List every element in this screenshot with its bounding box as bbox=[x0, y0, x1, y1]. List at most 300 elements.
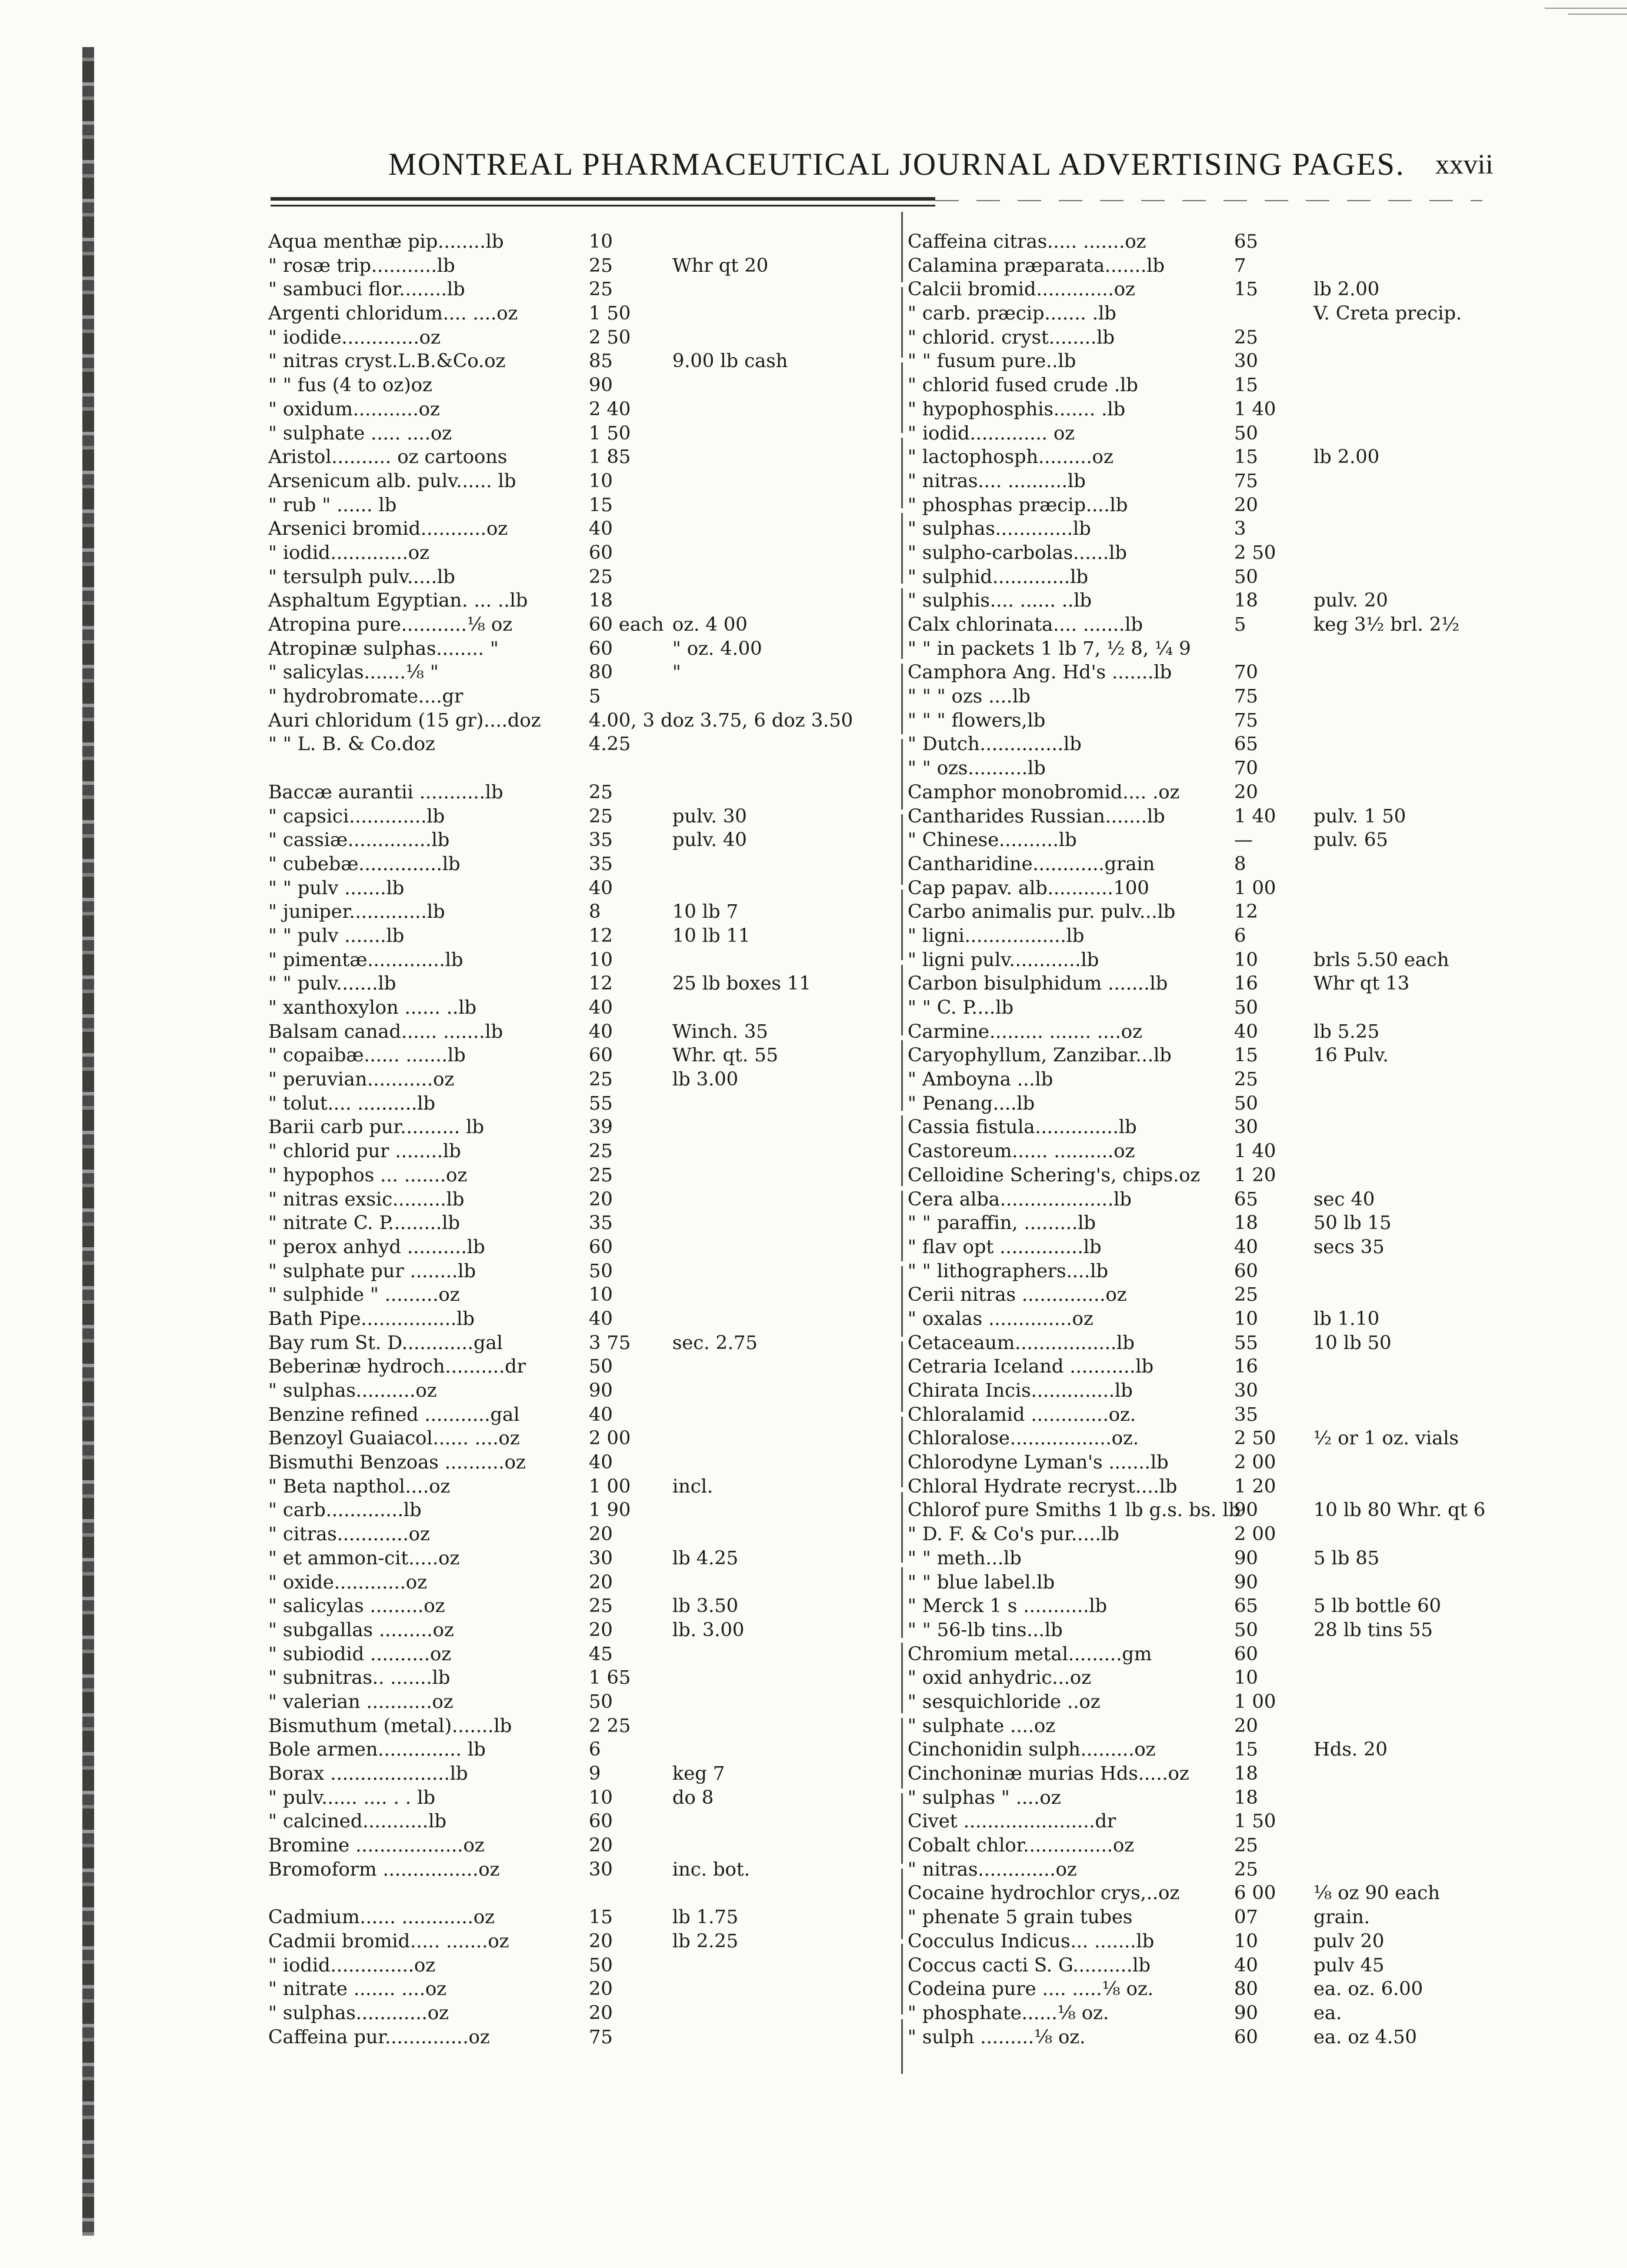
item-price: 60 bbox=[589, 637, 613, 660]
item-note: Whr qt 13 bbox=[1313, 972, 1410, 995]
price-list-row bbox=[268, 1426, 880, 1450]
price-list-row bbox=[268, 1809, 880, 1833]
item-price: 60 bbox=[589, 1810, 613, 1833]
item-name: " D. F. & Co's pur.....lb bbox=[908, 1523, 1119, 1546]
item-price: 1 20 bbox=[1234, 1474, 1276, 1497]
item-price: 2 50 bbox=[1234, 1427, 1276, 1450]
left-price-column bbox=[268, 229, 880, 2049]
item-price: 75 bbox=[589, 2025, 613, 2048]
item-price: 50 bbox=[1234, 421, 1258, 444]
price-list-row bbox=[268, 948, 880, 972]
price-list-row bbox=[268, 1354, 880, 1378]
price-list-row bbox=[908, 995, 1519, 1020]
price-list-row bbox=[908, 301, 1519, 325]
item-note: 10 lb 7 bbox=[672, 900, 739, 923]
price-list-row bbox=[268, 756, 880, 780]
item-price: 15 bbox=[1234, 445, 1258, 468]
item-name: Cocculus Indicus... .......lb bbox=[908, 1929, 1155, 1952]
price-list-row bbox=[908, 565, 1519, 589]
price-list-row bbox=[908, 1929, 1519, 1953]
item-name: " " 56-lb tins...lb bbox=[908, 1618, 1063, 1641]
price-list-row bbox=[908, 732, 1519, 756]
item-name: " calcined...........lb bbox=[268, 1810, 446, 1833]
item-name: " nitras cryst.L.B.&Co.oz bbox=[268, 349, 506, 372]
item-price: 35 bbox=[1234, 1403, 1258, 1426]
item-name: " sulphate ..... ....oz bbox=[268, 421, 452, 444]
item-name: " subgallas .........oz bbox=[268, 1618, 454, 1641]
item-price: 12 bbox=[589, 924, 613, 947]
item-price: 1 50 bbox=[589, 302, 631, 325]
price-list-row bbox=[268, 1953, 880, 1977]
item-note: brls 5.50 each bbox=[1313, 948, 1449, 971]
price-list-row bbox=[908, 1187, 1519, 1211]
item-price: 1 00 bbox=[1234, 1690, 1276, 1713]
item-note: ea. oz 4.50 bbox=[1313, 2025, 1417, 2048]
item-name: Argenti chloridum.... ....oz bbox=[268, 302, 518, 325]
price-list-row bbox=[268, 1043, 880, 1067]
price-list-row bbox=[908, 924, 1519, 948]
item-price: 15 bbox=[1234, 278, 1258, 301]
price-list-row bbox=[268, 732, 880, 756]
item-price: 20 bbox=[589, 1977, 613, 2000]
item-price: 50 bbox=[1234, 565, 1258, 588]
item-note: 5 lb bottle 60 bbox=[1313, 1594, 1441, 1617]
item-price: 8 bbox=[589, 900, 601, 923]
price-list-row bbox=[908, 1905, 1519, 1929]
price-list-row bbox=[908, 1857, 1519, 1881]
item-price: 50 bbox=[589, 1259, 613, 1282]
item-name: " Merck 1 s ...........lb bbox=[908, 1594, 1108, 1617]
price-list-row bbox=[268, 2001, 880, 2025]
price-list-row bbox=[908, 1737, 1519, 1761]
item-price: 45 bbox=[589, 1642, 613, 1665]
price-list-row bbox=[268, 397, 880, 421]
item-price: 60 each bbox=[589, 613, 664, 635]
item-note: 9.00 lb cash bbox=[672, 349, 788, 372]
price-list-row bbox=[908, 1833, 1519, 1857]
price-list-row bbox=[268, 2025, 880, 2049]
item-price: 10 bbox=[1234, 1666, 1258, 1689]
item-name: Borax ....................lb bbox=[268, 1762, 468, 1784]
price-list-row bbox=[268, 1570, 880, 1594]
item-price: 18 bbox=[1234, 1762, 1258, 1784]
item-price: 20 bbox=[589, 2001, 613, 2024]
item-price: 15 bbox=[589, 493, 613, 516]
item-price: 2 25 bbox=[589, 1714, 631, 1737]
price-list-row bbox=[908, 1809, 1519, 1833]
item-note: lb. 3.00 bbox=[672, 1618, 745, 1641]
item-price: 5 bbox=[589, 685, 601, 708]
price-list-row bbox=[908, 1666, 1519, 1690]
price-list-row bbox=[908, 1211, 1519, 1235]
item-note: Winch. 35 bbox=[672, 1020, 768, 1043]
item-name: " nitras exsic.........lb bbox=[268, 1187, 465, 1210]
item-name: " oxidum...........oz bbox=[268, 397, 440, 420]
item-name: " hypophosphis....... .lb bbox=[908, 397, 1126, 420]
price-list-row bbox=[268, 325, 880, 349]
item-name: Chirata Incis..............lb bbox=[908, 1379, 1133, 1401]
item-price: 18 bbox=[589, 589, 613, 612]
item-name: Cassia fistula..............lb bbox=[908, 1115, 1137, 1138]
item-name: Cocaine hydrochlor crys,..oz bbox=[908, 1881, 1180, 1904]
item-name: Chloral Hydrate recryst....lb bbox=[908, 1474, 1178, 1497]
price-list-row bbox=[908, 229, 1519, 254]
price-list-row bbox=[908, 876, 1519, 900]
price-list-row bbox=[908, 421, 1519, 445]
item-name: " sulphid.............lb bbox=[908, 565, 1088, 588]
item-name: " pulv...... .... . . lb bbox=[268, 1786, 435, 1809]
item-name: " sulph .........⅛ oz. bbox=[908, 2025, 1086, 2048]
item-name: " salicylas.......⅛ " bbox=[268, 661, 439, 684]
item-price: 6 00 bbox=[1234, 1881, 1276, 1904]
price-list-row bbox=[908, 1307, 1519, 1331]
item-price: 40 bbox=[1234, 1235, 1258, 1258]
price-list-row bbox=[908, 684, 1519, 708]
item-name: Bromoform ................oz bbox=[268, 1857, 500, 1880]
price-list-row bbox=[908, 900, 1519, 924]
price-list-row bbox=[268, 229, 880, 254]
item-name: Arsenici bromid...........oz bbox=[268, 517, 508, 540]
item-price: 35 bbox=[589, 1211, 613, 1234]
item-note: " oz. 4.00 bbox=[672, 637, 762, 660]
price-list-row bbox=[908, 828, 1519, 852]
item-price: 2 50 bbox=[1234, 541, 1276, 564]
item-price: 1 40 bbox=[1234, 804, 1276, 827]
item-name: " phenate 5 grain tubes bbox=[908, 1906, 1133, 1929]
item-name: Calamina præparata.......lb bbox=[908, 254, 1165, 277]
item-name: " " in packets 1 lb 7, ½ 8, ¼ 9 bbox=[908, 637, 1191, 660]
item-price: 20 bbox=[589, 1187, 613, 1210]
item-name: " " C. P....lb bbox=[908, 996, 1013, 1018]
price-list-row bbox=[908, 1043, 1519, 1067]
item-note: grain. bbox=[1313, 1906, 1370, 1929]
price-list-row bbox=[908, 1474, 1519, 1498]
item-price: 1 65 bbox=[589, 1666, 631, 1689]
price-list-row bbox=[268, 1977, 880, 2001]
item-note: pulv 45 bbox=[1313, 1953, 1385, 1976]
item-note: pulv 20 bbox=[1313, 1929, 1385, 1952]
item-name: " " fusum pure..lb bbox=[908, 349, 1076, 372]
item-name: Calx chlorinata.... .......lb bbox=[908, 613, 1143, 635]
price-list-row bbox=[908, 612, 1519, 637]
item-name: Carmine......... ....... ....oz bbox=[908, 1020, 1142, 1043]
item-note: 16 Pulv. bbox=[1313, 1044, 1389, 1067]
price-list-row bbox=[268, 1163, 880, 1187]
item-price: 75 bbox=[1234, 469, 1258, 492]
item-name: " nitrate ....... ....oz bbox=[268, 1977, 447, 2000]
item-note: keg 7 bbox=[672, 1762, 725, 1784]
item-name: Chromium metal.........gm bbox=[908, 1642, 1152, 1665]
price-list-row bbox=[268, 804, 880, 828]
item-name: " iodid............. oz bbox=[908, 421, 1075, 444]
item-price: 1 50 bbox=[1234, 1810, 1276, 1833]
item-name: Caryophyllum, Zanzibar...lb bbox=[908, 1044, 1172, 1067]
item-price: 1 00 bbox=[589, 1474, 631, 1497]
price-list-row bbox=[908, 1977, 1519, 2001]
item-name: Calcii bromid.............oz bbox=[908, 278, 1135, 301]
item-price: 40 bbox=[589, 1451, 613, 1474]
item-name: Caffeina citras..... .......oz bbox=[908, 230, 1146, 252]
price-list-row bbox=[268, 1331, 880, 1355]
item-name: " cubebæ..............lb bbox=[268, 852, 461, 875]
item-price: 40 bbox=[589, 1020, 613, 1043]
item-name: " sulphis.... ...... ..lb bbox=[908, 589, 1092, 612]
item-price: 35 bbox=[589, 852, 613, 875]
item-price: 65 bbox=[1234, 1187, 1258, 1210]
item-name: " carb.............lb bbox=[268, 1498, 422, 1521]
item-price: 25 bbox=[1234, 1834, 1258, 1857]
price-list-row bbox=[908, 1067, 1519, 1091]
item-price: 18 bbox=[1234, 589, 1258, 612]
page-header-title: MONTREAL PHARMACEUTICAL JOURNAL ADVERTISING PAGES. bbox=[388, 146, 1405, 182]
item-name: " " lithographers....lb bbox=[908, 1259, 1108, 1282]
item-name: Bay rum St. D............gal bbox=[268, 1331, 503, 1354]
item-price: 16 bbox=[1234, 972, 1258, 995]
item-name: Camphora Ang. Hd's .......lb bbox=[908, 661, 1172, 684]
item-name: Arsenicum alb. pulv...... lb bbox=[268, 469, 516, 492]
item-price: 80 bbox=[589, 661, 613, 684]
item-note: 10 lb 80 Whr. qt 6 bbox=[1313, 1498, 1486, 1521]
price-list-row bbox=[268, 1283, 880, 1307]
item-name: Cadmium...... ............oz bbox=[268, 1906, 495, 1929]
item-name: " capsici.............lb bbox=[268, 804, 445, 827]
item-price: 65 bbox=[1234, 230, 1258, 252]
item-price: 30 bbox=[1234, 349, 1258, 372]
item-name: " sulphate ....oz bbox=[908, 1714, 1056, 1737]
item-price: 2 50 bbox=[589, 325, 631, 348]
item-name: Cetaceaum.................lb bbox=[908, 1331, 1135, 1354]
price-list-row bbox=[908, 1403, 1519, 1427]
item-price: 30 bbox=[1234, 1115, 1258, 1138]
item-name: " chlorid. cryst........lb bbox=[908, 325, 1115, 348]
price-list-row bbox=[268, 971, 880, 995]
item-name: Carbo animalis pur. pulv...lb bbox=[908, 900, 1176, 923]
item-name: Bole armen.............. lb bbox=[268, 1738, 486, 1761]
price-list-row bbox=[268, 900, 880, 924]
price-list-row bbox=[268, 349, 880, 373]
price-list-row bbox=[268, 1905, 880, 1929]
item-note: ½ or 1 oz. vials bbox=[1313, 1427, 1459, 1450]
item-name: " iodide.............oz bbox=[268, 325, 441, 348]
item-name: Castoreum...... ..........oz bbox=[908, 1140, 1135, 1163]
price-list-row bbox=[268, 660, 880, 684]
item-price: 70 bbox=[1234, 661, 1258, 684]
price-list-row bbox=[908, 588, 1519, 612]
item-name: Cinchonidin sulph.........oz bbox=[908, 1738, 1156, 1761]
item-price: 10 bbox=[1234, 1929, 1258, 1952]
price-list-row bbox=[268, 493, 880, 517]
item-name: Bismuthi Benzoas ..........oz bbox=[268, 1451, 526, 1474]
price-list-row bbox=[908, 1881, 1519, 1905]
item-price: 25 bbox=[1234, 1283, 1258, 1306]
price-list-row bbox=[908, 660, 1519, 684]
price-list-row bbox=[268, 1378, 880, 1403]
price-list-row bbox=[268, 1594, 880, 1618]
item-price: 50 bbox=[589, 1355, 613, 1378]
item-price: 20 bbox=[1234, 780, 1258, 803]
binding-spine bbox=[82, 47, 94, 2236]
item-price: 10 bbox=[589, 469, 613, 492]
item-note: 28 lb tins 55 bbox=[1313, 1618, 1433, 1641]
item-note: 5 lb 85 bbox=[1313, 1546, 1380, 1569]
price-list-row bbox=[268, 780, 880, 804]
page-edge bbox=[0, 0, 88, 2268]
item-price: 1 40 bbox=[1234, 1140, 1276, 1163]
price-list-row bbox=[268, 565, 880, 589]
item-name: Cinchoninæ murias Hds.....oz bbox=[908, 1762, 1189, 1784]
item-name: " " pulv .......lb bbox=[268, 876, 405, 899]
item-price: 6 bbox=[589, 1738, 601, 1761]
price-list-row bbox=[908, 1690, 1519, 1714]
item-price: 1 50 bbox=[589, 421, 631, 444]
item-name: " rub " ...... lb bbox=[268, 493, 397, 516]
right-price-column bbox=[908, 229, 1519, 2049]
item-price: 10 bbox=[589, 1283, 613, 1306]
item-name: Coccus cacti S. G..........lb bbox=[908, 1953, 1151, 1976]
price-list-row bbox=[908, 1139, 1519, 1163]
item-price: 07 bbox=[1234, 1906, 1258, 1929]
item-note: secs 35 bbox=[1313, 1235, 1385, 1258]
item-name: " ligni pulv............lb bbox=[908, 948, 1099, 971]
item-name: " oxalas ..............oz bbox=[908, 1307, 1093, 1330]
item-price: 9 bbox=[589, 1762, 601, 1784]
item-price: 10 bbox=[1234, 1307, 1258, 1330]
item-price: 60 bbox=[1234, 1642, 1258, 1665]
item-price: 30 bbox=[589, 1546, 613, 1569]
price-list-row bbox=[908, 1953, 1519, 1977]
item-name: " ligni.................lb bbox=[908, 924, 1085, 947]
item-name: " nitrate C. P.........lb bbox=[268, 1211, 460, 1234]
item-price: 30 bbox=[589, 1857, 613, 1880]
item-price: 7 bbox=[1234, 254, 1246, 277]
item-name: " " L. B. & Co.doz bbox=[268, 732, 435, 755]
item-price: 90 bbox=[589, 374, 613, 397]
item-price: 75 bbox=[1234, 685, 1258, 708]
item-price: 40 bbox=[589, 1403, 613, 1426]
price-list-row bbox=[268, 995, 880, 1020]
price-list-row bbox=[908, 277, 1519, 301]
item-name: " sulphas..........oz bbox=[268, 1379, 437, 1401]
item-name: Celloidine Schering's, chips.oz bbox=[908, 1163, 1201, 1186]
item-name: Beberinæ hydroch..........dr bbox=[268, 1355, 526, 1378]
item-price: 1 40 bbox=[1234, 397, 1276, 420]
item-price: 18 bbox=[1234, 1211, 1258, 1234]
item-note: 10 lb 50 bbox=[1313, 1331, 1392, 1354]
price-list-row bbox=[268, 1307, 880, 1331]
item-note: pulv. 20 bbox=[1313, 589, 1388, 612]
item-price: 55 bbox=[1234, 1331, 1258, 1354]
item-note: inc. bot. bbox=[672, 1857, 750, 1880]
item-note: 25 lb boxes 11 bbox=[672, 972, 811, 995]
item-note: Whr qt 20 bbox=[672, 254, 769, 277]
price-list-row bbox=[268, 1115, 880, 1139]
item-price: 10 bbox=[589, 230, 613, 252]
item-price: 2 00 bbox=[1234, 1451, 1276, 1474]
item-price: 2 40 bbox=[589, 397, 631, 420]
price-list-row bbox=[908, 2025, 1519, 2049]
item-price: 25 bbox=[589, 254, 613, 277]
item-name: " nitras.............oz bbox=[908, 1857, 1077, 1880]
price-list-row bbox=[908, 756, 1519, 780]
item-name: " sulphate pur ........lb bbox=[268, 1259, 476, 1282]
item-note: sec. 2.75 bbox=[672, 1331, 758, 1354]
price-list-row bbox=[268, 924, 880, 948]
price-list-row bbox=[268, 1474, 880, 1498]
item-name: " " paraffin, .........lb bbox=[908, 1211, 1096, 1234]
item-price: 20 bbox=[589, 1618, 613, 1641]
item-name: " " meth...lb bbox=[908, 1546, 1022, 1569]
item-price: 50 bbox=[1234, 996, 1258, 1018]
item-name: Camphor monobromid.... .oz bbox=[908, 780, 1180, 803]
price-list-row bbox=[268, 1067, 880, 1091]
item-name: Cap papav. alb...........100 bbox=[908, 876, 1149, 899]
item-note: Whr. qt. 55 bbox=[672, 1044, 779, 1067]
item-name: " phosphas præcip....lb bbox=[908, 493, 1128, 516]
header-rule-thin bbox=[271, 205, 935, 207]
item-note: lb 2.00 bbox=[1313, 445, 1380, 468]
item-price: 2 00 bbox=[589, 1427, 631, 1450]
price-list-row bbox=[268, 301, 880, 325]
item-name: " sulphas.............lb bbox=[908, 517, 1091, 540]
item-price: 85 bbox=[589, 349, 613, 372]
item-name: " sulphas............oz bbox=[268, 2001, 449, 2024]
item-price: 25 bbox=[589, 1140, 613, 1163]
item-price: 15 bbox=[1234, 1044, 1258, 1067]
price-list-row bbox=[268, 828, 880, 852]
item-note: Hds. 20 bbox=[1313, 1738, 1388, 1761]
price-list-row bbox=[268, 1618, 880, 1642]
item-price: 40 bbox=[589, 1307, 613, 1330]
item-name: Cantharides Russian.......lb bbox=[908, 804, 1165, 827]
price-list-row bbox=[908, 804, 1519, 828]
price-list-row bbox=[268, 1139, 880, 1163]
item-note: ⅛ oz 90 each bbox=[1313, 1881, 1440, 1904]
price-list-row bbox=[268, 541, 880, 565]
item-note: lb 3.00 bbox=[672, 1068, 739, 1091]
item-name: " chlorid pur ........lb bbox=[268, 1140, 461, 1163]
item-price: 25 bbox=[589, 565, 613, 588]
price-list-row bbox=[908, 1714, 1519, 1738]
item-name: Chloralamid .............oz. bbox=[908, 1403, 1136, 1426]
item-price: 1 90 bbox=[589, 1498, 631, 1521]
item-price: 3 bbox=[1234, 517, 1246, 540]
price-list-row bbox=[268, 1498, 880, 1522]
item-note: V. Creta precip. bbox=[1313, 302, 1462, 325]
item-name: " xanthoxylon ...... ..lb bbox=[268, 996, 477, 1018]
price-list-row bbox=[268, 876, 880, 900]
price-list-row bbox=[908, 1163, 1519, 1187]
item-name: " Dutch..............lb bbox=[908, 732, 1082, 755]
price-list-row bbox=[268, 612, 880, 637]
item-price: 70 bbox=[1234, 757, 1258, 780]
price-list-row bbox=[268, 1450, 880, 1474]
price-list-row bbox=[268, 1761, 880, 1786]
item-price: 55 bbox=[589, 1091, 613, 1114]
item-name: Atropina pure...........⅛ oz bbox=[268, 613, 513, 635]
item-name: Caffeina pur..............oz bbox=[268, 2025, 490, 2048]
item-note: lb 5.25 bbox=[1313, 1020, 1380, 1043]
price-list-row bbox=[908, 254, 1519, 278]
item-price: 1 00 bbox=[1234, 876, 1276, 899]
item-note: pulv. 65 bbox=[1313, 828, 1388, 851]
item-note: lb 4.25 bbox=[672, 1546, 739, 1569]
item-name: Cobalt chlor...............oz bbox=[908, 1834, 1135, 1857]
item-name: " rosæ trip...........lb bbox=[268, 254, 455, 277]
price-list-row bbox=[908, 397, 1519, 421]
item-price: 25 bbox=[589, 804, 613, 827]
item-price: 12 bbox=[589, 972, 613, 995]
item-name: " " fus (4 to oz)oz bbox=[268, 374, 432, 397]
